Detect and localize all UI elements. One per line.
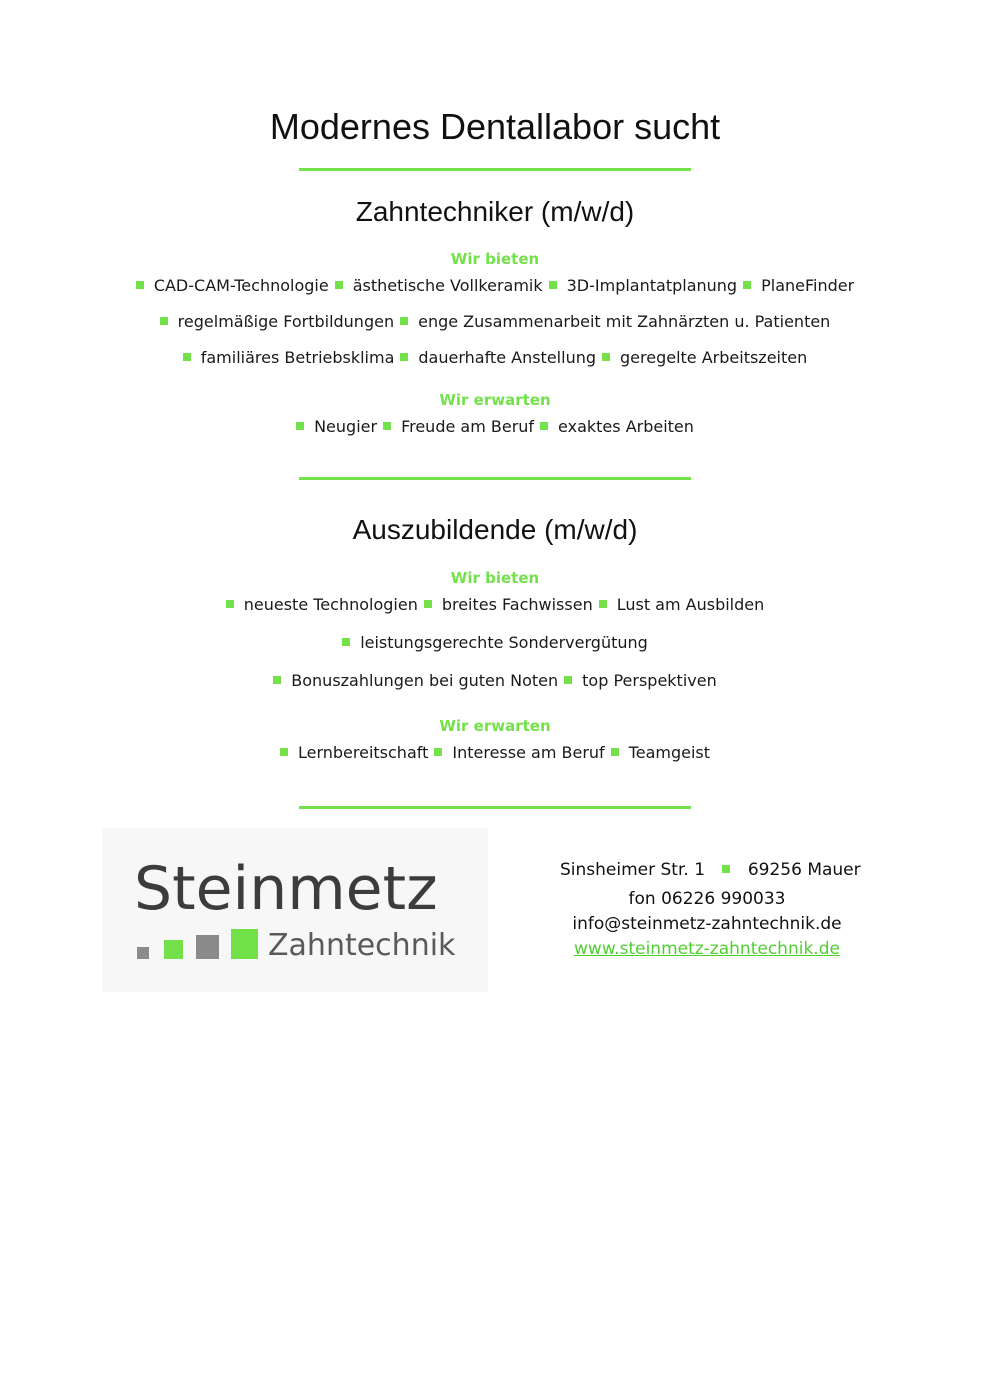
bullet-item (183, 348, 395, 367)
bullet-item (743, 276, 854, 295)
contact-website-line (560, 939, 854, 959)
expect-row (0, 417, 990, 436)
offer-row (0, 633, 990, 652)
contact-address (560, 860, 861, 880)
bullet-icon (273, 676, 281, 684)
bullet-icon (335, 281, 343, 289)
bullet-item (424, 595, 593, 614)
bullet-text: regelmäßige Fortbildungen (177, 312, 395, 331)
bullet-icon (383, 422, 391, 430)
bullet-icon (136, 281, 144, 289)
bullet-item (540, 417, 694, 436)
offer-row (0, 595, 990, 614)
bullet-text: CAD-CAM-Technologie (153, 276, 329, 295)
bullet-item (400, 348, 596, 367)
contact-city: 69256 Mauer (747, 860, 861, 880)
bullet-item (136, 276, 329, 295)
bullet-icon (183, 353, 191, 361)
bullet-item (599, 595, 765, 614)
bullet-icon (602, 353, 610, 361)
bullet-item (564, 671, 717, 690)
bullet-icon (226, 600, 234, 608)
offer-row (0, 671, 990, 690)
bullet-item (549, 276, 737, 295)
bullet-text: Freude am Beruf (401, 417, 535, 436)
divider (299, 806, 691, 809)
bullet-text: Lust am Ausbilden (616, 595, 765, 614)
bullet-item (226, 595, 418, 614)
bullet-item (434, 743, 604, 762)
divider (299, 477, 691, 480)
logo-subtitle: Zahntechnik (268, 928, 456, 963)
section-title-zahntechniker: Zahntechniker (m/w/d) (355, 196, 635, 227)
bullet-text: dauerhafte Anstellung (418, 348, 596, 367)
bullet-item (273, 671, 558, 690)
bullet-text: top Perspektiven (582, 671, 717, 690)
bullet-icon (743, 281, 751, 289)
bullet-icon (342, 638, 350, 646)
bullet-text: neueste Technologien (243, 595, 418, 614)
expect-row (0, 743, 990, 762)
bullet-text: enge Zusammenarbeit mit Zahnärzten u. Patienten (418, 312, 831, 331)
bullet-text: familiäres Betriebsklima (200, 348, 395, 367)
bullet-item (335, 276, 543, 295)
expect-heading: Wir erwarten (439, 717, 551, 735)
bullet-item (602, 348, 807, 367)
offer-heading: Wir bieten (450, 250, 540, 268)
bullet-icon (400, 317, 408, 325)
bullet-text: breites Fachwissen (441, 595, 593, 614)
bullet-text: ästhetische Vollkeramik (352, 276, 543, 295)
bullet-item (160, 312, 394, 331)
bullet-item (611, 743, 710, 762)
website-link[interactable]: www.steinmetz-zahntechnik.de (574, 939, 840, 959)
bullet-icon (280, 748, 288, 756)
bullet-text: exaktes Arbeiten (558, 417, 694, 436)
offer-heading: Wir bieten (450, 569, 540, 587)
contact-phone: fon 06226 990033 (628, 889, 786, 909)
offer-row (0, 276, 990, 295)
bullet-item (400, 312, 830, 331)
logo-square-icon (137, 947, 149, 959)
contact-email[interactable]: info@steinmetz-zahntechnik.de (572, 914, 842, 934)
offer-row (0, 348, 990, 367)
bullet-item (383, 417, 534, 436)
bullet-text: Interesse am Beruf (452, 743, 605, 762)
bullet-icon (540, 422, 548, 430)
bullet-text: leistungsgerechte Sondervergütung (360, 633, 648, 652)
bullet-icon (160, 317, 168, 325)
bullet-icon (400, 353, 408, 361)
bullet-icon (434, 748, 442, 756)
bullet-icon (549, 281, 557, 289)
section-title-auszubildende: Auszubildende (m/w/d) (352, 514, 638, 545)
offer-row (0, 312, 990, 331)
logo-square-icon (196, 935, 219, 959)
bullet-text: PlaneFinder (761, 276, 855, 295)
logo-name: Steinmetz (134, 854, 438, 924)
bullet-icon (599, 600, 607, 608)
bullet-icon (611, 748, 619, 756)
bullet-icon (564, 676, 572, 684)
bullet-text: Bonuszahlungen bei guten Noten (291, 671, 559, 690)
bullet-item (342, 633, 648, 652)
bullet-text: Neugier (314, 417, 378, 436)
divider (299, 168, 691, 171)
page-title: Modernes Dentallabor sucht (269, 106, 721, 147)
bullet-item (280, 743, 428, 762)
bullet-item (296, 417, 377, 436)
bullet-text: geregelte Arbeitszeiten (620, 348, 808, 367)
contact-street: Sinsheimer Str. 1 (560, 860, 706, 880)
logo-square-icon (164, 940, 183, 959)
bullet-icon (722, 865, 730, 873)
logo-square-icon (231, 929, 258, 959)
bullet-text: 3D-Implantatplanung (566, 276, 738, 295)
bullet-icon (296, 422, 304, 430)
expect-heading: Wir erwarten (439, 391, 551, 409)
bullet-text: Lernbereitschaft (297, 743, 429, 762)
bullet-icon (424, 600, 432, 608)
bullet-text: Teamgeist (628, 743, 711, 762)
